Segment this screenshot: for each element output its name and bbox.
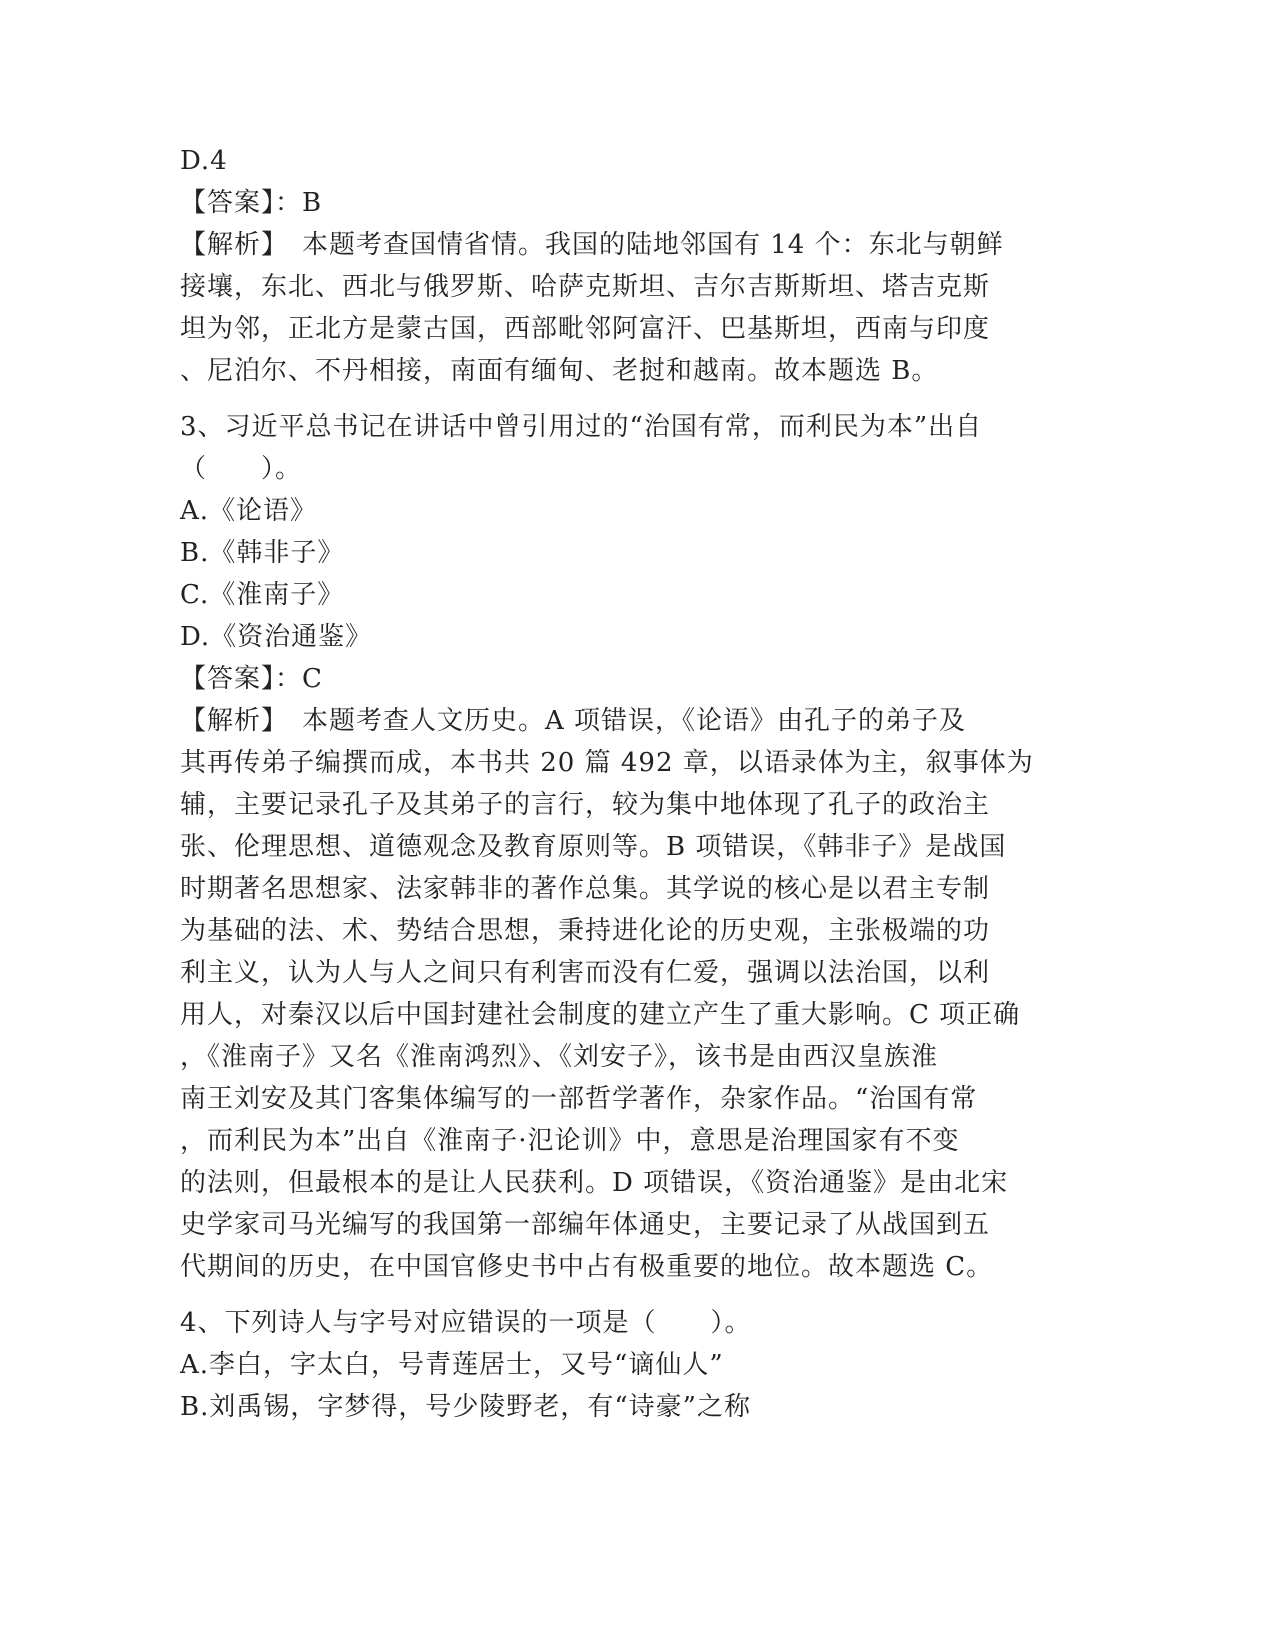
q2-analysis-line: 坦为邻，正北方是蒙古国，西部毗邻阿富汗、巴基斯坦，西南与印度 xyxy=(180,314,991,344)
q3-analysis-line: 用人，对秦汉以后中国封建社会制度的建立产生了重大影响。C 项正确 xyxy=(180,1000,1021,1030)
q2-analysis-line: 接壤，东北、西北与俄罗斯、哈萨克斯坦、吉尔吉斯斯坦、塔吉克斯 xyxy=(180,272,991,302)
q3-analysis-line: 【解析】 本题考查人文历史。A 项错误，《论语》由孔子的弟子及 xyxy=(180,706,967,736)
q3-analysis-line: 其再传弟子编撰而成，本书共 20 篇 492 章，以语录体为主，叙事体为 xyxy=(180,748,1034,778)
q3-analysis-line: 的法则，但最根本的是让人民获利。D 项错误，《资治通鉴》是由北宋 xyxy=(180,1168,1009,1198)
q2-analysis-line: 【解析】 本题考查国情省情。我国的陆地邻国有 14 个：东北与朝鲜 xyxy=(180,230,1004,260)
q3-analysis-line: 张、伦理思想、道德观念及教育原则等。B 项错误，《韩非子》是战国 xyxy=(180,832,1007,862)
q2-analysis-line: 、尼泊尔、不丹相接，南面有缅甸、老挝和越南。故本题选 B。 xyxy=(180,356,939,386)
q3-analysis-line: ，而利民为本”出自《淮南子·氾论训》中，意思是治理国家有不变 xyxy=(180,1126,960,1156)
q3-option-c: C.《淮南子》 xyxy=(180,580,345,610)
q4-option-b: B.刘禹锡，字梦得，号少陵野老，有“诗豪”之称 xyxy=(180,1392,751,1422)
q3-analysis-line: 辅，主要记录孔子及其弟子的言行，较为集中地体现了孔子的政治主 xyxy=(180,790,991,820)
q3-answer: 【答案】：C xyxy=(180,664,323,694)
q3-analysis-line: 南王刘安及其门客集体编写的一部哲学著作，杂家作品。“治国有常 xyxy=(180,1084,978,1114)
q3-option-a: A.《论语》 xyxy=(180,496,318,526)
q4-stem-line: 4、下列诗人与字号对应错误的一项是（ ）。 xyxy=(180,1308,752,1338)
q2-option-d: D.4 xyxy=(180,146,228,176)
q3-stem-line: 3、习近平总书记在讲话中曾引用过的“治国有常，而利民为本”出自 xyxy=(180,412,983,442)
document-page xyxy=(180,140,1060,1428)
q3-analysis-line: ，《淮南子》又名《淮南鸿烈》、《刘安子》，该书是由西汉皇族淮 xyxy=(180,1042,939,1072)
q2-answer: 【答案】：B xyxy=(180,188,323,218)
q3-analysis-line: 为基础的法、术、势结合思想，秉持进化论的历史观，主张极端的功 xyxy=(180,916,991,946)
q3-analysis-line: 利主义，认为人与人之间只有利害而没有仁爱，强调以法治国，以利 xyxy=(180,958,991,988)
q3-stem-line: （ ）。 xyxy=(180,454,303,484)
q3-analysis-line: 史学家司马光编写的我国第一部编年体通史，主要记录了从战国到五 xyxy=(180,1210,991,1240)
q3-option-d: D.《资治通鉴》 xyxy=(180,622,373,652)
q3-analysis-line: 时期著名思想家、法家韩非的著作总集。其学说的核心是以君主专制 xyxy=(180,874,991,904)
q4-option-a: A.李白，字太白，号青莲居士，又号“谪仙人” xyxy=(180,1350,724,1380)
q3-option-b: B.《韩非子》 xyxy=(180,538,345,568)
q3-analysis-line: 代期间的历史，在中国官修史书中占有极重要的地位。故本题选 C。 xyxy=(180,1252,994,1282)
